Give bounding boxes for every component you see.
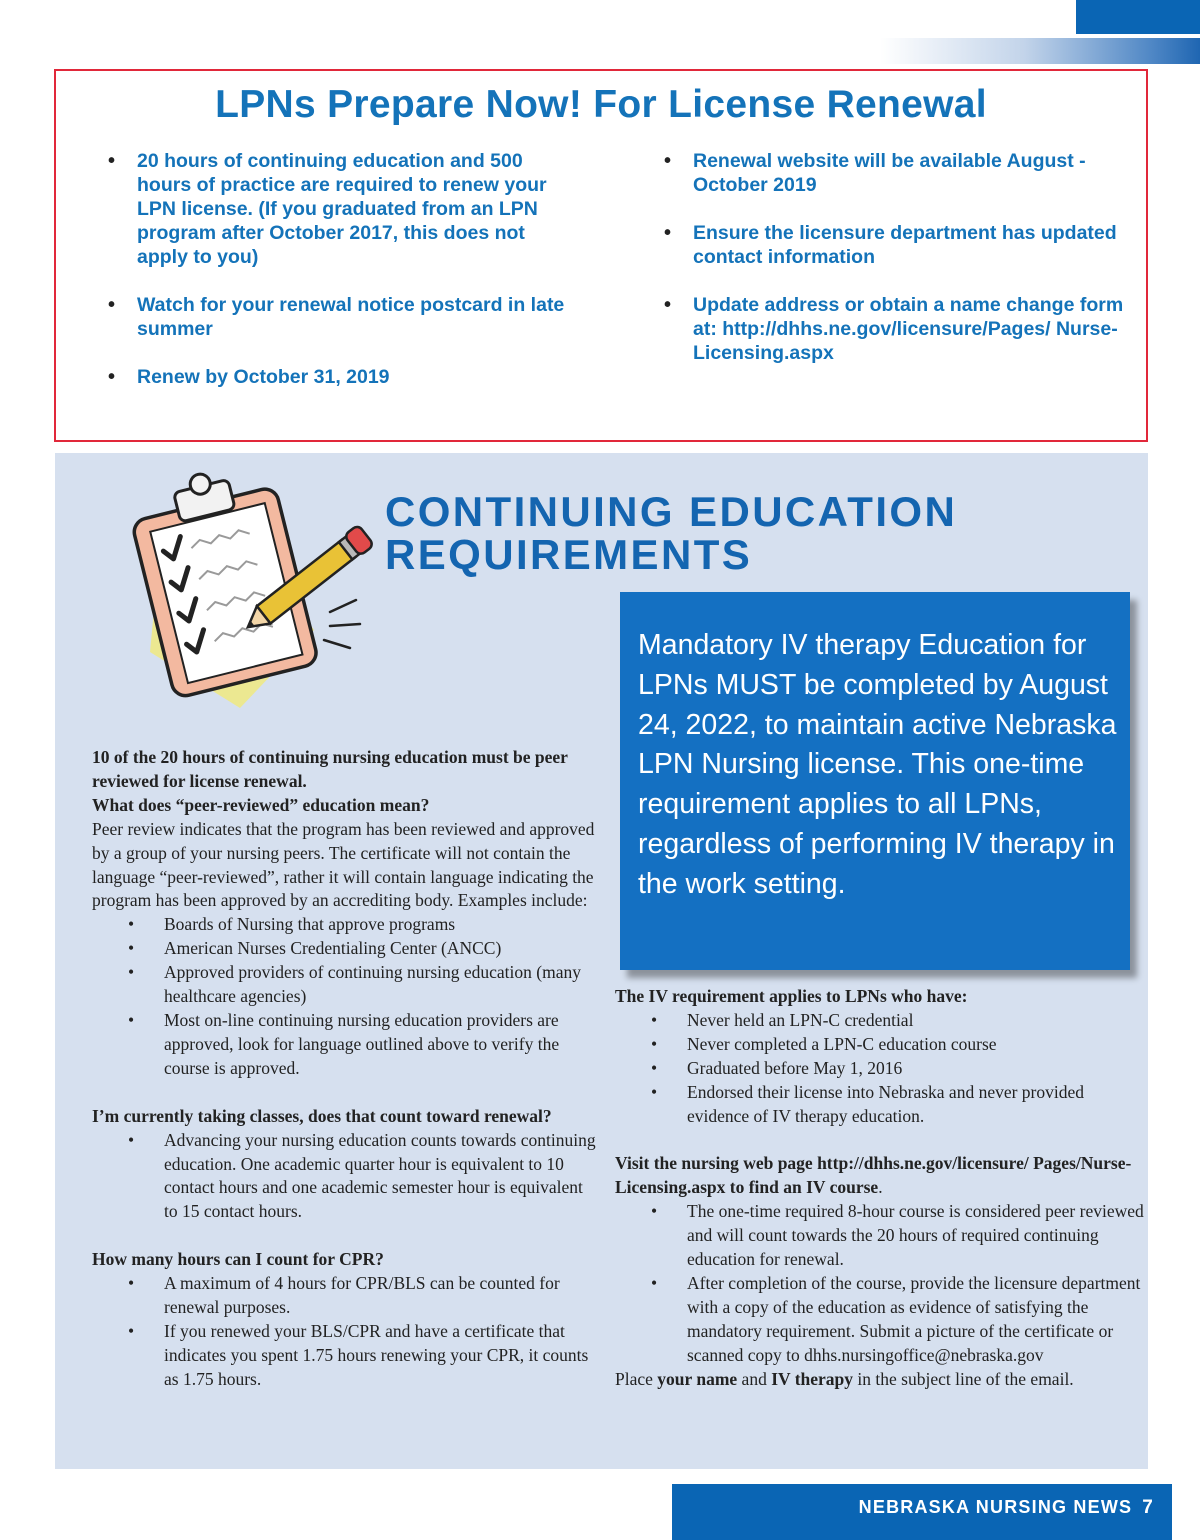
visit-web-page-text xyxy=(615,1152,1145,1200)
subject-bold-name: your name xyxy=(657,1368,738,1389)
subject-text: in the subject line of the email. xyxy=(853,1368,1074,1389)
peer-review-intro: 10 of the 20 hours of continuing nursing education must be peer reviewed for license renewal. xyxy=(92,747,568,791)
email-subject-instruction xyxy=(615,1368,1145,1392)
renewal-notice-item: • Renewal website will be available August - October 2019 xyxy=(662,149,1132,197)
renewal-notice-item: • Ensure the licensure department has updated contact information xyxy=(662,221,1132,269)
visit-web-page-link-text: Visit the nursing web page http://dhhs.ne.gov/licensure/ Pages/Nurse-Licensing.aspx to find an IV course xyxy=(615,1153,1132,1198)
list-item: • Never completed a LPN-C education course xyxy=(615,1033,1145,1057)
peer-review-answer: Peer review indicates that the program has been reviewed and approved by a group of your nursing peers. The certificate will not contain the language “peer-reviewed”, rather it will contain language indicating the program has been approved by an accrediting body. Examples include: xyxy=(92,818,595,911)
continuing-education-title-line2: REQUIREMENTS xyxy=(385,531,753,578)
subject-bold-iv: IV therapy xyxy=(771,1368,854,1389)
list-item: • Never held an LPN-C credential xyxy=(615,1009,1145,1033)
list-item: • If you renewed your BLS/CPR and have a certificate that indicates you spent 1.75 hours renewing your CPR, it counts as 1.75 hours. xyxy=(92,1320,597,1392)
subject-text: and xyxy=(737,1368,772,1389)
list-item: • Boards of Nursing that approve programs xyxy=(92,913,597,937)
cpr-question: How many hours can I count for CPR? xyxy=(92,1249,384,1270)
iv-applies-heading: The IV requirement applies to LPNs who have: xyxy=(615,986,968,1006)
renewal-notice-item: • 20 hours of continuing education and 500 hours of practice are required to renew your LPN license. (If you graduated from an LPN program after October 2017, this does not apply to you) xyxy=(106,149,576,269)
footer-bar xyxy=(672,1484,1172,1540)
clipboard-checklist-pencil-icon xyxy=(94,462,374,717)
iv-therapy-callout xyxy=(620,592,1130,970)
renewal-notice-right-list xyxy=(662,149,1132,389)
classes-question: I’m currently taking classes, does that count toward renewal? xyxy=(92,1105,552,1126)
peer-review-question: What does “peer-reviewed” education mean? xyxy=(92,794,430,815)
list-item: • After completion of the course, provide the licensure department with a copy of the education as evidence of satisfying the mandatory requirement. Submit a picture of the certificate or scanned copy to dhhs.nursingoffice@nebraska.gov xyxy=(615,1272,1145,1368)
left-text-column xyxy=(92,746,597,1392)
list-item: • Advancing your nursing education counts towards continuing education. One academic quarter hour is equivalent to 10 contact hours and one academic semester hour is equivalent to 15 contact hours. xyxy=(92,1129,597,1225)
renewal-notice-item: • Update address or obtain a name change form at: http://dhhs.ne.gov/licensure/Pages/ Nurse-Licensing.aspx xyxy=(662,293,1132,365)
right-text-column xyxy=(615,985,1145,1392)
renewal-notice-title: LPNs Prepare Now! For License Renewal xyxy=(215,83,987,126)
header-corner-block xyxy=(1076,0,1200,34)
publication-name: NEBRASKA NURSING NEWS xyxy=(858,1497,1133,1517)
list-item: • Most on-line continuing nursing education providers are approved, look for language outlined above to verify the course is approved. xyxy=(92,1009,597,1081)
cpr-list xyxy=(92,1272,597,1392)
header-gradient-bar xyxy=(880,38,1200,64)
iv-course-list xyxy=(615,1200,1145,1367)
continuing-education-title xyxy=(385,490,957,576)
continuing-education-title-line1: CONTINUING EDUCATION xyxy=(385,488,958,535)
visit-web-page-period: . xyxy=(878,1177,883,1198)
footer-text xyxy=(859,1497,1154,1519)
renewal-notice-item: • Watch for your renewal notice postcard in late summer xyxy=(106,293,576,341)
page-number: 7 xyxy=(1142,1497,1154,1518)
list-item: • The one-time required 8-hour course is considered peer reviewed and will count towards the 20 hours of required continuing education for renewal. xyxy=(615,1200,1145,1272)
renewal-notice-left-list xyxy=(106,149,576,413)
classes-list xyxy=(92,1129,597,1225)
subject-text: Place xyxy=(615,1368,658,1389)
iv-therapy-callout-text: Mandatory IV therapy Education for LPNs MUST be completed by August 24, 2022, to maintain active Nebraska LPN Nursing license. This one-time requirement applies to all LPNs, regardless of performing IV therapy in the work setting. xyxy=(638,629,1117,900)
list-item: • American Nurses Credentialing Center (ANCC) xyxy=(92,937,597,961)
list-item: • Approved providers of continuing nursing education (many healthcare agencies) xyxy=(92,961,597,1009)
iv-applies-list xyxy=(615,1009,1145,1129)
renewal-notice-box xyxy=(54,69,1148,442)
list-item: • Endorsed their license into Nebraska and never provided evidence of IV therapy education. xyxy=(615,1081,1145,1129)
list-item: • A maximum of 4 hours for CPR/BLS can be counted for renewal purposes. xyxy=(92,1272,597,1320)
renewal-notice-item: • Renew by October 31, 2019 xyxy=(106,365,576,389)
peer-review-examples-list xyxy=(92,913,597,1080)
list-item: • Graduated before May 1, 2016 xyxy=(615,1057,1145,1081)
